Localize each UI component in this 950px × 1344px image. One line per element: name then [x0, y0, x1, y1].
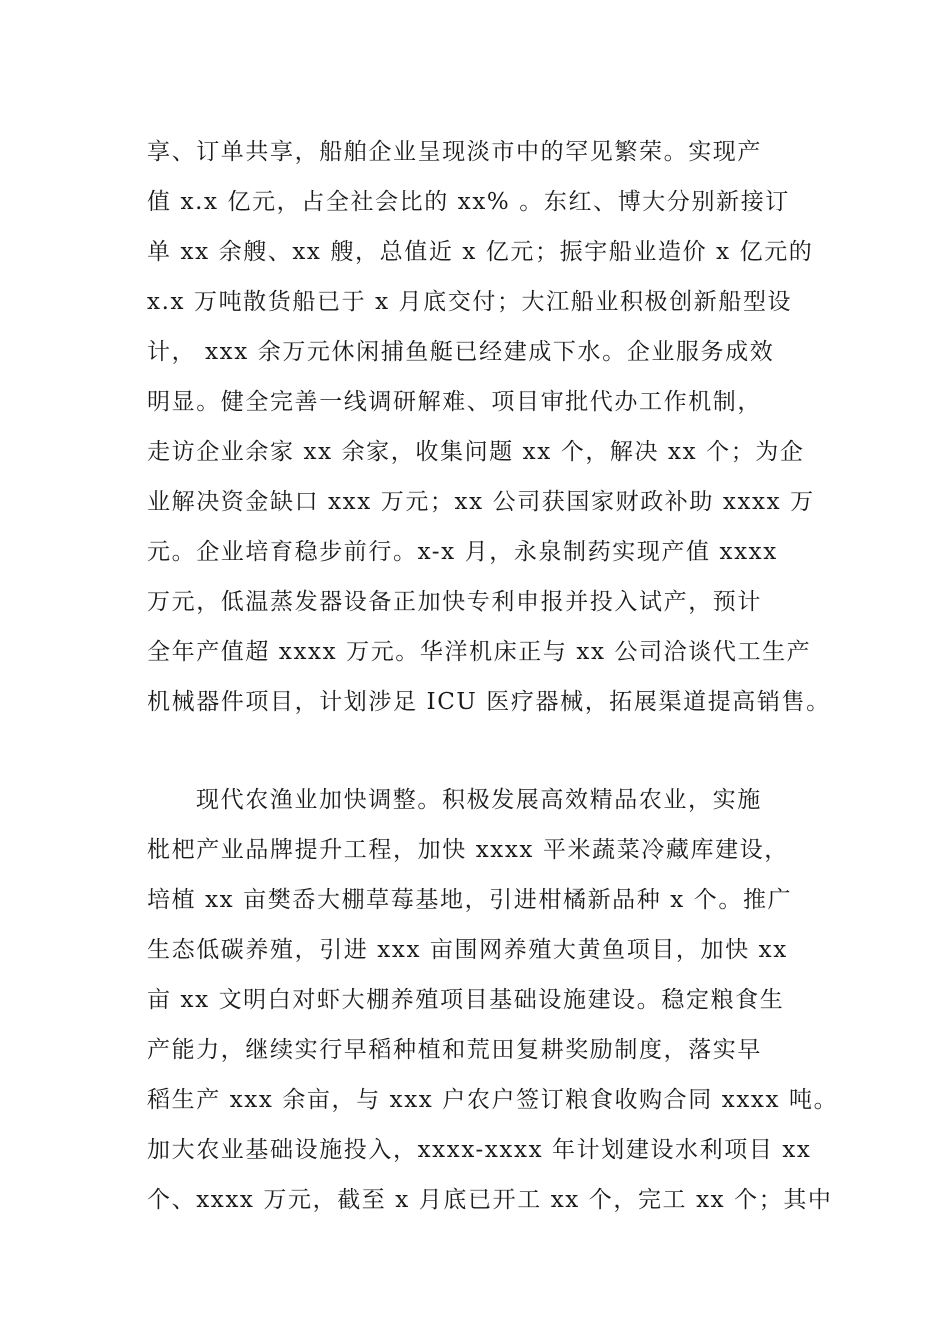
text-line: 枇杷产业品牌提升工程，加快 xxxx 平米蔬菜冷藏库建设，	[147, 837, 789, 863]
text-line: 明显。健全完善一线调研解难、项目审批代办工作机制，	[147, 389, 762, 415]
text-line: x.x 万吨散货船已于 x 月底交付；大江船业积极创新船型设	[147, 289, 793, 315]
text-line: 现代农渔业加快调整。积极发展高效精品农业，实施	[196, 787, 762, 813]
text-line: 产能力，继续实行早稻种植和荒田复耕奖励制度，落实早	[147, 1037, 762, 1063]
text-line: 值 x.x 亿元，占全社会比的 xx% 。东红、博大分别新接订	[147, 189, 790, 215]
text-line: 万元，低温蒸发器设备正加快专利申报并投入试产，预计	[147, 589, 762, 615]
text-line: 个、xxxx 万元，截至 x 月底已开工 xx 个，完工 xx 个；其中	[147, 1187, 833, 1213]
text-line: 生态低碳养殖，引进 xxx 亩围网养殖大黄鱼项目，加快 xx	[147, 937, 788, 963]
text-line: 培植 xx 亩樊岙大棚草莓基地，引进柑橘新品种 x 个。推广	[147, 887, 793, 913]
text-line: 全年产值超 xxxx 万元。华洋机床正与 xx 公司洽谈代工生产	[147, 639, 812, 665]
text-line: 计， xxx 余万元休闲捕鱼艇已经建成下水。企业服务成效	[147, 339, 775, 365]
text-line: 加大农业基础设施投入，xxxx-xxxx 年计划建设水利项目 xx	[147, 1137, 812, 1163]
text-line: 亩 xx 文明白对虾大棚养殖项目基础设施建设。稳定粮食生	[147, 987, 785, 1013]
text-line: 享、订单共享，船舶企业呈现淡市中的罕见繁荣。实现产	[147, 139, 762, 165]
text-line: 单 xx 余艘、xx 艘，总值近 x 亿元；振宇船业造价 x 亿元的	[147, 239, 814, 265]
text-line: 机械器件项目，计划涉足 ICU 医疗器械，拓展渠道提高销售。	[147, 689, 831, 715]
text-line: 业解决资金缺口 xxx 万元；xx 公司获国家财政补助 xxxx 万	[147, 489, 815, 515]
text-line: 稻生产 xxx 余亩，与 xxx 户农户签订粮食收购合同 xxxx 吨。	[147, 1087, 839, 1113]
text-line: 元。企业培育稳步前行。x-x 月，永泉制药实现产值 xxxx	[147, 539, 778, 565]
text-line: 走访企业余家 xx 余家，收集问题 xx 个，解决 xx 个；为企	[147, 439, 805, 465]
